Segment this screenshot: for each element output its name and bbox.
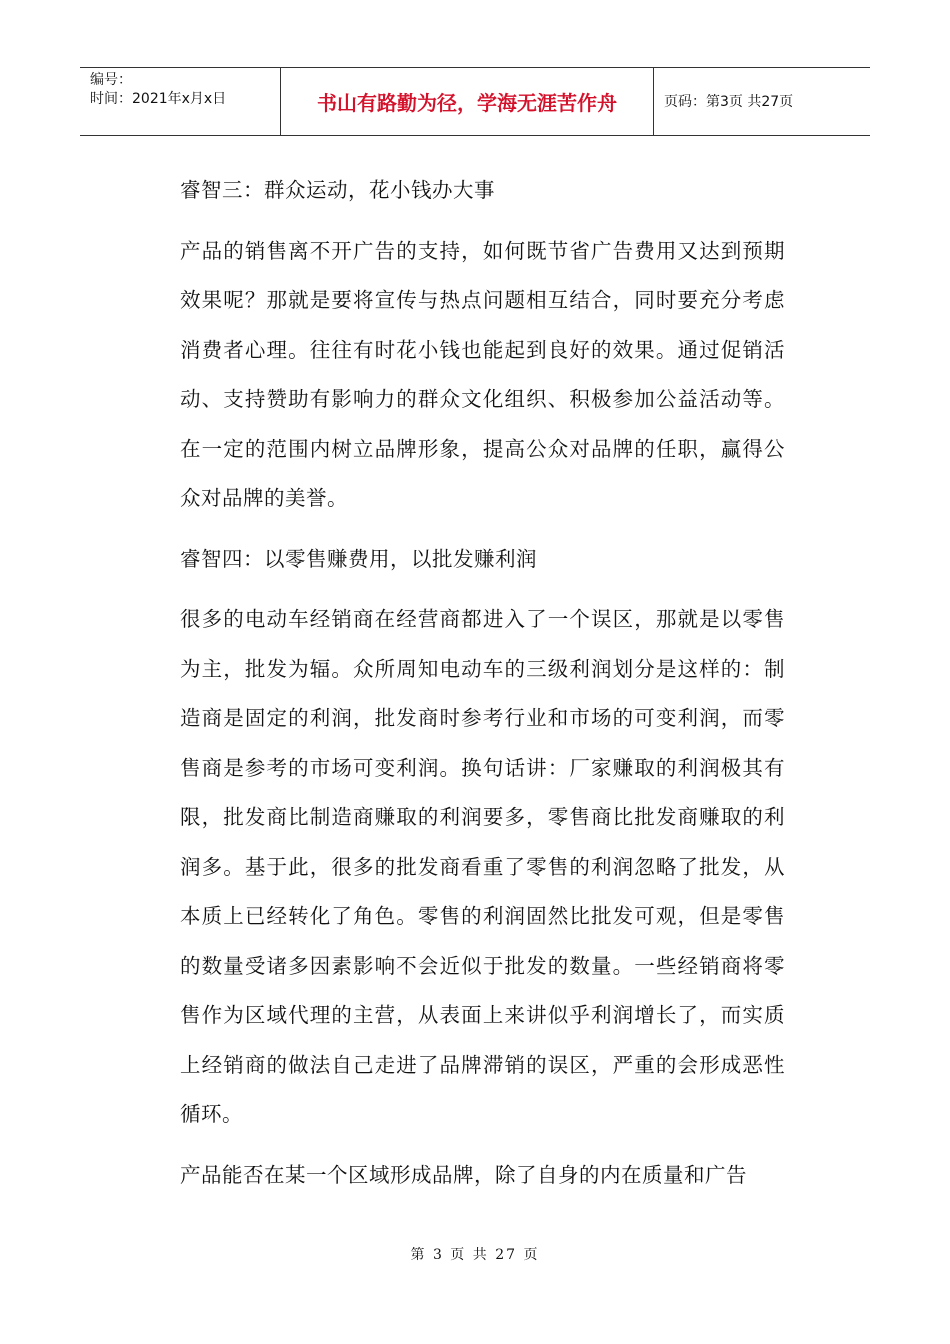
document-body xyxy=(180,166,785,1200)
header-motto-cell xyxy=(281,68,654,135)
document-date-label: 时间：2021年x月x日 xyxy=(90,91,227,107)
body-paragraph: 很多的电动车经销商在经营商都进入了一个误区，那就是以零售为主，批发为辐。众所周知电动车的三级利润划分是这样的：制造商是固定的利润，批发商时参考行业和市场的可变利润，而零售商是参考的市场可变利润。换句话讲：厂家赚取的利润极其有限，批发商比制造商赚取的利润要多，零售商比批发商赚取的利润多。基于此，很多的批发商看重了零售的利润忽略了批发，从本质上已经转化了角色。零售的利润固然比批发可观，但是零售的数量受诸多因素影响不会近似于批发的数量。一些经销商将零售作为区域代理的主营，从表面上来讲似乎利润增长了，而实质上经销商的做法自己走进了品牌滞销的误区，严重的会形成恶性循环。 xyxy=(180,607,785,1126)
body-paragraph: 产品能否在某一个区域形成品牌，除了自身的内在质量和广告 xyxy=(180,1162,747,1187)
header-motto: 书山有路勤为径，学海无涯苦作舟 xyxy=(317,91,617,115)
section-heading-four: 睿智四：以零售赚费用，以批发赚利润 xyxy=(180,546,537,571)
document-number-label: 编号： xyxy=(90,72,132,88)
page-footer: 第 3 页 共 27 页 xyxy=(410,1247,540,1263)
section-heading-three: 睿智三：群众运动，花小钱办大事 xyxy=(180,178,495,202)
body-paragraph: 产品的销售离不开广告的支持，如何既节省广告费用又达到预期效果呢？那就是要将宣传与热点问题相互结合，同时要充分考虑消费者心理。往往有时花小钱也能起到良好的效果。通过促销活动、支持赞助有影响力的群众文化组织、积极参加公益活动等。在一定的范围内树立品牌形象，提高公众对品牌的任职，赢得公众对品牌的美誉。 xyxy=(180,238,785,510)
header-page-code: 页码：第3页 共27页 xyxy=(664,94,794,110)
header-page-cell xyxy=(654,68,870,135)
header-meta-cell xyxy=(80,68,281,135)
document-header xyxy=(80,67,870,136)
